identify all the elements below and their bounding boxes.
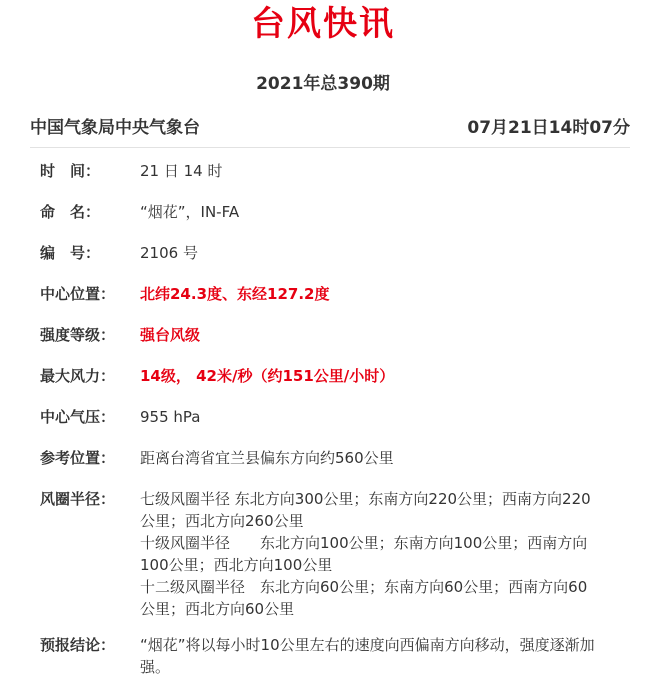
field-value: 21 日 14 时: [140, 162, 223, 180]
field-label: 参考位置：: [40, 449, 116, 467]
field-value: “烟花”，IN-FA: [140, 203, 240, 221]
field-label: 强度等级：: [40, 326, 116, 344]
field-label: 风圈半径：: [40, 490, 116, 508]
field-value: “烟花”将以每小时10公里左右的速度向西偏南方向移动，强度逐渐加强。: [140, 636, 595, 676]
field-label: 中心气压：: [40, 408, 116, 426]
field-label: 中心位置：: [40, 285, 116, 303]
wind-radius-block: [140, 488, 620, 620]
wind-radius-level12: 十二级风圈半径 东北方向60公里；东南方向60公里；西南方向60: [140, 578, 588, 596]
field-label: 最大风力：: [40, 367, 116, 385]
field-value: 955 hPa: [140, 408, 201, 426]
wind-radius-level12-cont: 公里；西北方向60公里: [140, 600, 295, 618]
divider: [30, 147, 630, 148]
agency-name: 中国气象局中央气象台: [30, 118, 200, 138]
wind-radius-level7-cont: 公里；西北方向260公里: [140, 512, 304, 530]
field-label: 预报结论：: [40, 636, 116, 654]
field-label: 时 间：: [40, 162, 101, 180]
page-title: 台风快讯: [251, 4, 395, 44]
field-label: 编 号：: [40, 244, 101, 262]
header-row: [30, 116, 630, 140]
field-label: 命 名：: [40, 203, 101, 221]
field-value: 北纬24.3度、东经127.2度: [140, 285, 330, 303]
field-value: 距离台湾省宜兰县偏东方向约560公里: [140, 449, 394, 467]
issue-time: 07月21日14时07分: [467, 118, 630, 138]
wind-radius-level7: 七级风圈半径 东北方向300公里；东南方向220公里；西南方向220: [140, 490, 591, 508]
field-value: 2106 号: [140, 244, 198, 262]
wind-radius-level10: 十级风圈半径 东北方向100公里；东南方向100公里；西南方向: [140, 534, 588, 552]
field-value: 14级， 42米/秒（约151公里/小时）: [140, 367, 395, 385]
wind-radius-level10-cont: 100公里；西北方向100公里: [140, 556, 333, 574]
field-value: 强台风级: [140, 326, 201, 344]
issue-number: 2021年总390期: [256, 74, 390, 94]
